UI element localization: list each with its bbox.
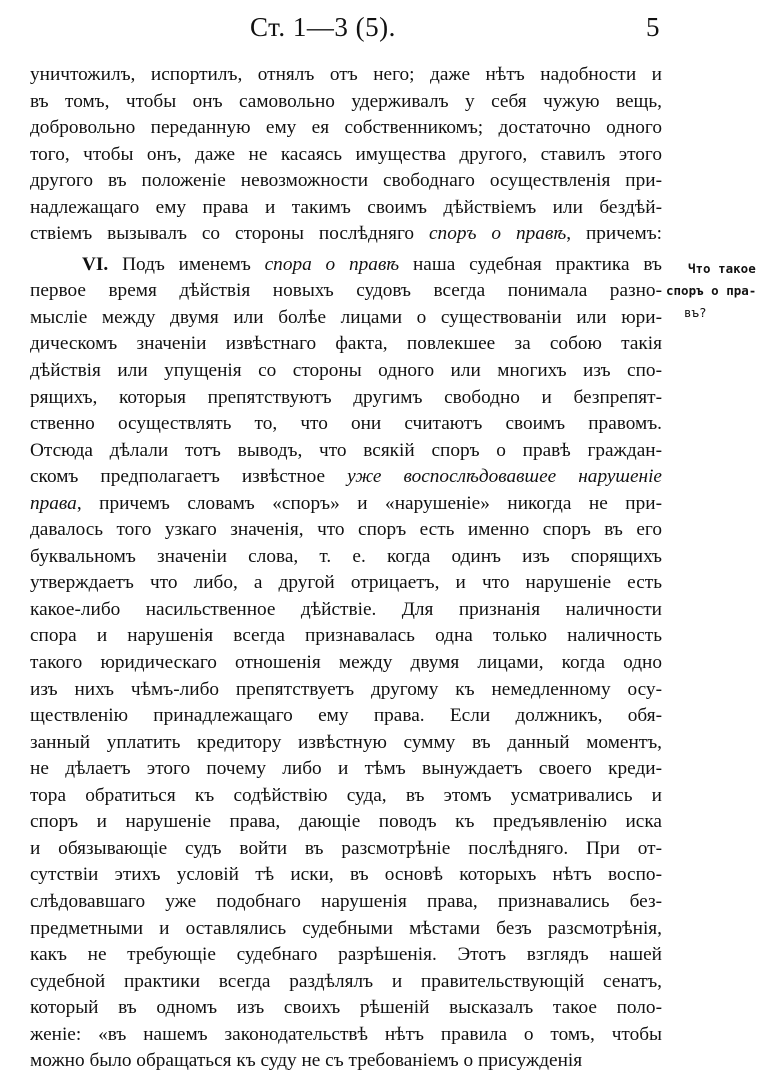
text-line: добровольно переданную ему ея собственникомъ; достаточно одного [30, 117, 662, 139]
text-line: Отсюда дѣлали тотъ выводъ, что всякій споръ о правѣ граждан- [30, 439, 662, 461]
line-text: скомъ предполагаетъ извѣстное [30, 466, 348, 488]
text-line: какое-либо насильственное дѣйствіе. Для признанія наличности [30, 598, 662, 620]
text-line: спора и нарушенія всегда признавалась одна только наличность [30, 625, 662, 647]
text-line: изъ нихъ чѣмъ-либо препятствуетъ другому къ немедленному осу- [30, 678, 662, 700]
text-line: ществленію принадлежащаго ему права. Если должникъ, обя- [30, 705, 662, 727]
margin-note-line: въ? [684, 305, 707, 320]
text-line: ственно осуществлять то, что они считаютъ своимъ правомъ. [30, 413, 662, 435]
text-line: женіе: «въ нашемъ законодательствѣ нѣтъ правила о томъ, чтобы [30, 1023, 662, 1045]
text-line: занный уплатить кредитору извѣстную сумму въ данный моментъ, [30, 731, 662, 753]
text-line [30, 221, 662, 248]
italic-term: спора о правѣ [264, 253, 400, 275]
italic-term: уже воспослѣдовавшее нарушеніе [347, 466, 662, 488]
page-header [0, 6, 780, 46]
text-line: дическомъ значеніи извѣстнаго факта, повлекшее за собою такія [30, 333, 662, 355]
text-line [30, 464, 662, 491]
paragraph-first-line [30, 252, 662, 279]
text-line: какъ не требующіе судебнаго разрѣшенія. Этотъ взглядъ нашей [30, 944, 662, 966]
text-line: можно было обращаться къ суду не съ требованіемъ о присужденія [30, 1050, 583, 1072]
text-line [30, 491, 662, 518]
italic-term: споръ о правѣ [429, 223, 567, 245]
text-line: того, чтобы онъ, даже не касаясь имущества другого, ставилъ этого [30, 143, 662, 165]
text-line: споръ и нарушеніе права, дающіе поводъ къ предъявленію иска [30, 811, 662, 833]
text-line: давалось того узкаго значенія, что споръ есть именно споръ въ его [30, 519, 662, 541]
text-line: утверждаетъ что либо, а другой отрицаетъ, и что нарушеніе есть [30, 572, 662, 594]
italic-term: права [30, 492, 77, 514]
line-text: Подъ именемъ [108, 253, 265, 275]
margin-note-line: Что такое [688, 261, 756, 276]
text-line: буквальномъ значеніи слова, т. е. когда одинъ изъ спорящихъ [30, 545, 662, 567]
text-line: судебной практики всегда раздѣлялъ и правительствующій сенатъ, [30, 970, 662, 992]
text-line: уничтожилъ, испортилъ, отнялъ отъ него; даже нѣтъ надобности и [30, 64, 662, 85]
line-text: , причемъ словамъ «споръ» и «нарушеніе» никогда не при- [76, 492, 662, 514]
text-line: сутствіи этихъ условій тѣ иски, въ основѣ которыхъ нѣтъ воспо- [30, 864, 662, 886]
text-line: рящихъ, которыя препятствуютъ другимъ свободно и безпрепят- [30, 386, 662, 408]
margin-note [666, 258, 776, 324]
text-line: и обязывающіе судъ войти въ разсмотрѣніе послѣдняго. При от- [30, 837, 662, 859]
running-title: Ст. 1—3 (5). [250, 12, 396, 42]
text-line: который въ одномъ изъ своихъ рѣшеній высказалъ такое поло- [30, 997, 662, 1019]
text-line: надлежащаго ему права и такимъ своимъ дѣйствіемъ или бездѣй- [30, 196, 662, 218]
page-number: 5 [646, 12, 660, 42]
section-numeral: VI. [82, 253, 109, 275]
line-text: ствіемъ вызывалъ со стороны послѣдняго [30, 223, 429, 245]
text-line: предметными и оставлялись судебными мѣстами безъ разсмотрѣнія, [30, 917, 662, 939]
text-line: первое время дѣйствія новыхъ судовъ всегда понимала разно- [30, 280, 662, 302]
line-text: наша судебная практика въ [399, 253, 662, 275]
text-line: мысліе между двумя или болѣе лицами о существованіи или юри- [30, 306, 662, 328]
text-line: не дѣлаетъ этого почему либо и тѣмъ вынуждаетъ своего креди- [30, 758, 662, 780]
text-line: тора обратиться къ содѣйствію суда, въ этомъ усматривались и [30, 784, 662, 806]
text-line: въ томъ, чтобы онъ самовольно удерживалъ у себя чужую вещь, [30, 90, 662, 112]
text-line: другого въ положеніе невозможности свободнаго осуществленія при- [30, 170, 662, 192]
body-text [30, 62, 662, 1075]
text-line: слѣдовавшаго уже подобнаго нарушенія права, признавались без- [30, 890, 662, 912]
text-line: такого юридическаго отношенія между двумя лицами, когда одно [30, 652, 662, 674]
line-text: , причемъ: [566, 223, 662, 245]
margin-note-line: споръ о пра- [666, 283, 757, 298]
text-line: дѣйствія или упущенія со стороны одного или многихъ изъ спо- [30, 360, 662, 382]
